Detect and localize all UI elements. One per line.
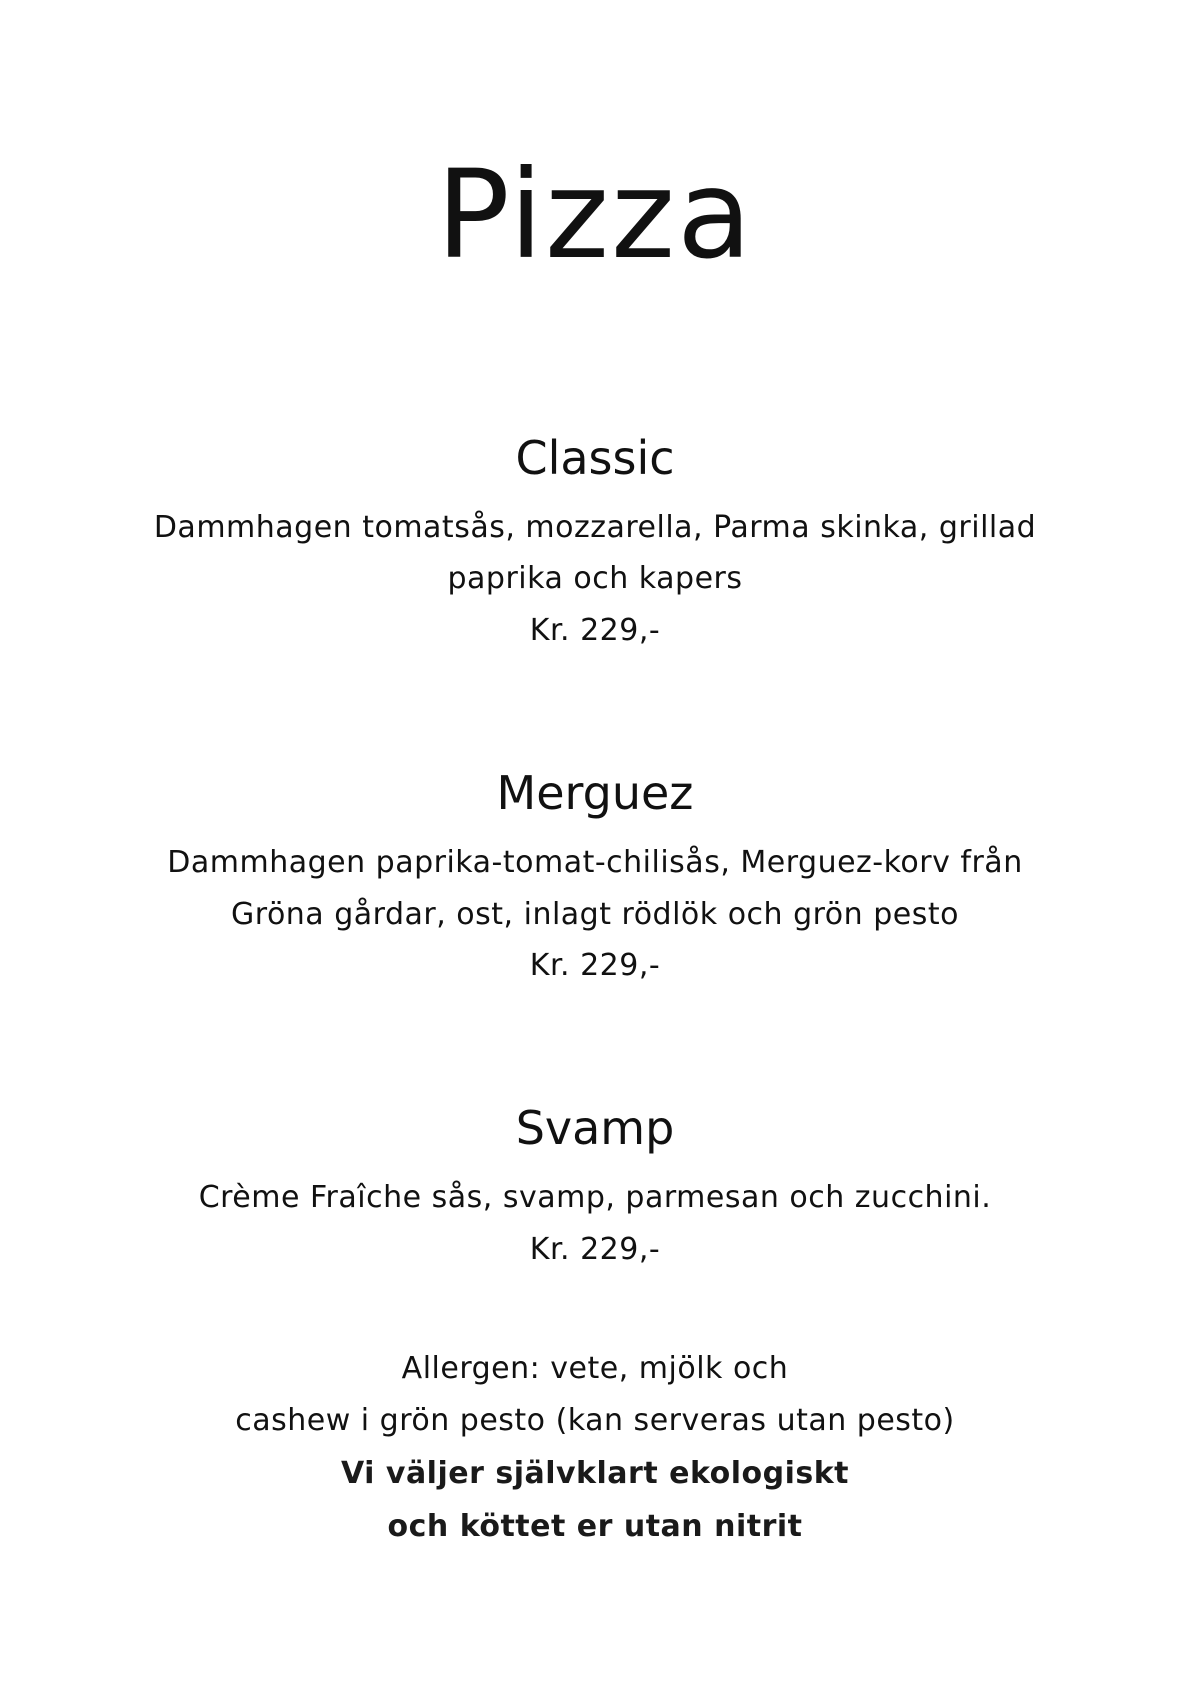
dish-price-merguez: Kr. 229,- xyxy=(529,948,661,983)
dish-name-classic: Classic xyxy=(515,431,675,485)
menu-title: Pizza xyxy=(436,144,754,286)
dish-description-classic-line-1: Dammhagen tomatsås, mozzarella, Parma skinka, grillad xyxy=(153,510,1037,545)
dish-price-classic: Kr. 229,- xyxy=(529,613,661,648)
allergen-note-line-1: Allergen: vete, mjölk och xyxy=(401,1351,789,1386)
organic-note-line-1: Vi väljer självklart ekologiskt xyxy=(340,1456,850,1491)
dish-price-svamp: Kr. 229,- xyxy=(529,1232,661,1267)
dish-description-merguez-line-2: Gröna gårdar, ost, inlagt rödlök och grön pesto xyxy=(231,897,959,932)
dish-description-merguez-line-1: Dammhagen paprika-tomat-chilisås, Merguez-korv från xyxy=(167,845,1023,880)
dish-name-merguez: Merguez xyxy=(496,766,694,820)
dish-name-svamp: Svamp xyxy=(515,1101,675,1155)
dish-description-svamp-line-1: Crème Fraîche sås, svamp, parmesan och zucchini. xyxy=(198,1180,992,1215)
dish-description-classic-line-2: paprika och kapers xyxy=(447,561,743,596)
organic-note-line-2: och köttet er utan nitrit xyxy=(387,1509,803,1544)
allergen-note-line-2: cashew i grön pesto (kan serveras utan pesto) xyxy=(235,1403,955,1438)
